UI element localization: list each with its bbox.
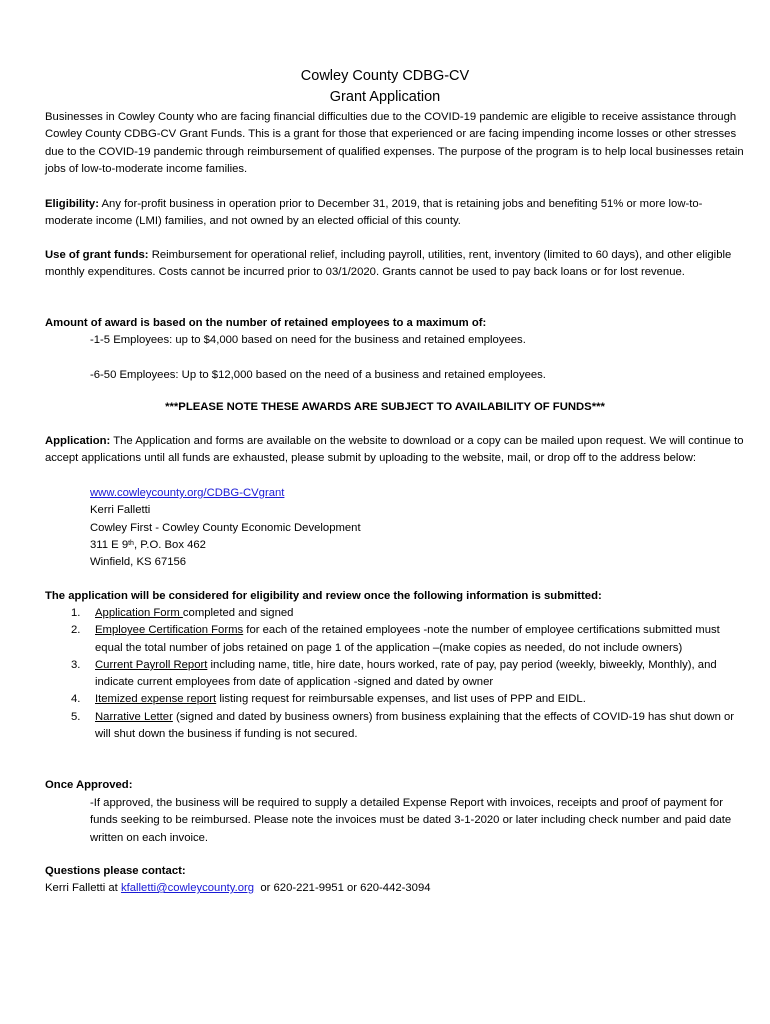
street-address <box>90 539 206 551</box>
street-address-suffix: , P.O. Box 462 <box>133 538 206 551</box>
requirements-heading-text: The application will be considered for eligibility and review once the following information is submitted: <box>45 590 602 602</box>
requirements-list <box>45 605 745 743</box>
once-approved-heading-text: Once Approved: <box>45 779 133 791</box>
list-number: 3. <box>71 658 81 671</box>
requirement-title: Employee Certification Forms <box>95 624 244 637</box>
use-of-funds-text: Reimbursement for operational relief, including payroll, utilities, rent, inventory (limited to 60 days), and other eligible monthly expenditures. Costs cannot be incurred prior to 03/1/2020. Grants cannot be used to pay back loans or for lost revenue. <box>45 249 732 279</box>
list-item <box>45 622 745 657</box>
intro-paragraph: Businesses in Cowley County who are facing financial difficulties due to the COVID-19 pandemic are eligible to receive assistance through Cowley County CDBG-CV Grant Funds. This is a grant for those that experienced or are facing impending income losses or other stresses due to the COVID-19 pandemic through reimbursement of qualified expenses. The purpose of the program is to help local businesses retain jobs of low-to-moderate income families. <box>45 111 744 175</box>
email-link[interactable]: kfalletti@cowleycounty.org <box>120 882 255 894</box>
requirement-title: Current Payroll Report <box>95 658 208 671</box>
award-heading-text: Amount of award is based on the number of retained employees to a maximum of: <box>45 317 487 329</box>
list-item <box>45 657 745 692</box>
award-heading <box>45 315 745 332</box>
website-link[interactable]: www.cowleycounty.org/CDBG-CVgrant <box>90 487 285 499</box>
list-number: 1. <box>71 607 81 619</box>
document-subtitle: Grant Application <box>329 89 441 105</box>
award-tier-1: -1-5 Employees: up to $4,000 based on need for the business and retained employees. <box>90 334 526 346</box>
requirement-title: Itemized expense report <box>95 693 217 706</box>
eligibility-label: Eligibility: <box>45 198 99 210</box>
address-block <box>90 485 750 571</box>
city-state-zip: Winfield, KS 67156 <box>90 556 187 569</box>
eligibility-paragraph <box>45 196 745 231</box>
list-item <box>45 605 745 622</box>
application-text: The Application and forms are available on the website to download or a copy can be mailed upon request. We will continue to accept applications until all funds are exhausted, please submit by uploading to the website, mail, or drop off to the address below: <box>45 435 744 465</box>
contact-name: Kerri Falletti <box>90 504 151 517</box>
funds-notice: ***PLEASE NOTE THESE AWARDS ARE SUBJECT TO AVAILABILITY OF FUNDS*** <box>165 401 605 413</box>
street-address-prefix: 311 E 9 <box>90 538 129 551</box>
street-address-sup: th <box>128 539 134 547</box>
contact-prefix: Kerri Falletti at <box>45 882 121 894</box>
requirement-text: completed and signed <box>182 607 294 619</box>
contact-heading <box>45 863 745 880</box>
contact-line <box>45 880 745 897</box>
contact-heading-text: Questions please contact: <box>45 865 186 877</box>
requirement-title: Narrative Letter <box>95 710 173 723</box>
list-item <box>45 691 745 708</box>
requirement-text: including name, title, hire date, hours worked, rate of pay, pay period (weekly, biweekly, Monthly), and indicate current employees from date of application -signed and dated by owner <box>95 658 717 689</box>
requirement-title: Application Form <box>95 607 183 619</box>
eligibility-text: Any for-profit business in operation prior to December 31, 2019, that is retaining jobs and benefiting 51% or more low-to-moderate income (LMI) families, and not owned by an elected official of this county. <box>45 198 703 228</box>
organization-name: Cowley First - Cowley County Economic Development <box>90 521 361 534</box>
application-paragraph <box>45 433 745 468</box>
requirements-heading <box>45 588 745 605</box>
document-title: Cowley County CDBG-CV <box>300 68 470 84</box>
list-number: 5. <box>71 710 81 723</box>
once-approved-heading <box>45 777 745 794</box>
use-of-funds-label: Use of grant funds: <box>45 249 149 261</box>
use-of-funds-paragraph <box>45 247 745 282</box>
once-approved-text: -If approved, the business will be required to supply a detailed Expense Report with invoices, receipts and proof of payment for funds seeking to be reimbursed. Please note the invoices must be dated 3-1-2020 or later including check number and paid date written on each invoice. <box>90 797 732 844</box>
requirement-text: for each of the retained employees -note the number of employee certifications submitted must equal the total number of jobs retained on page 1 of the application –(make copies as needed, do not include owners) <box>95 624 720 654</box>
contact-phones: or 620-221-9951 or 620-442-3094 <box>254 882 431 894</box>
award-tier-2: -6-50 Employees: Up to $12,000 based on the need of a business and retained employees. <box>90 369 546 381</box>
list-number: 4. <box>71 693 81 706</box>
application-label: Application: <box>45 435 111 447</box>
list-number: 2. <box>71 624 81 637</box>
list-item <box>45 709 745 744</box>
requirement-text: listing request for reimbursable expenses, and list uses of PPP and EIDL. <box>216 693 586 706</box>
requirement-text: (signed and dated by business owners) from business explaining that the effects of COVID-19 has shut down or will shut down the business if funding is not secured. <box>95 710 735 741</box>
